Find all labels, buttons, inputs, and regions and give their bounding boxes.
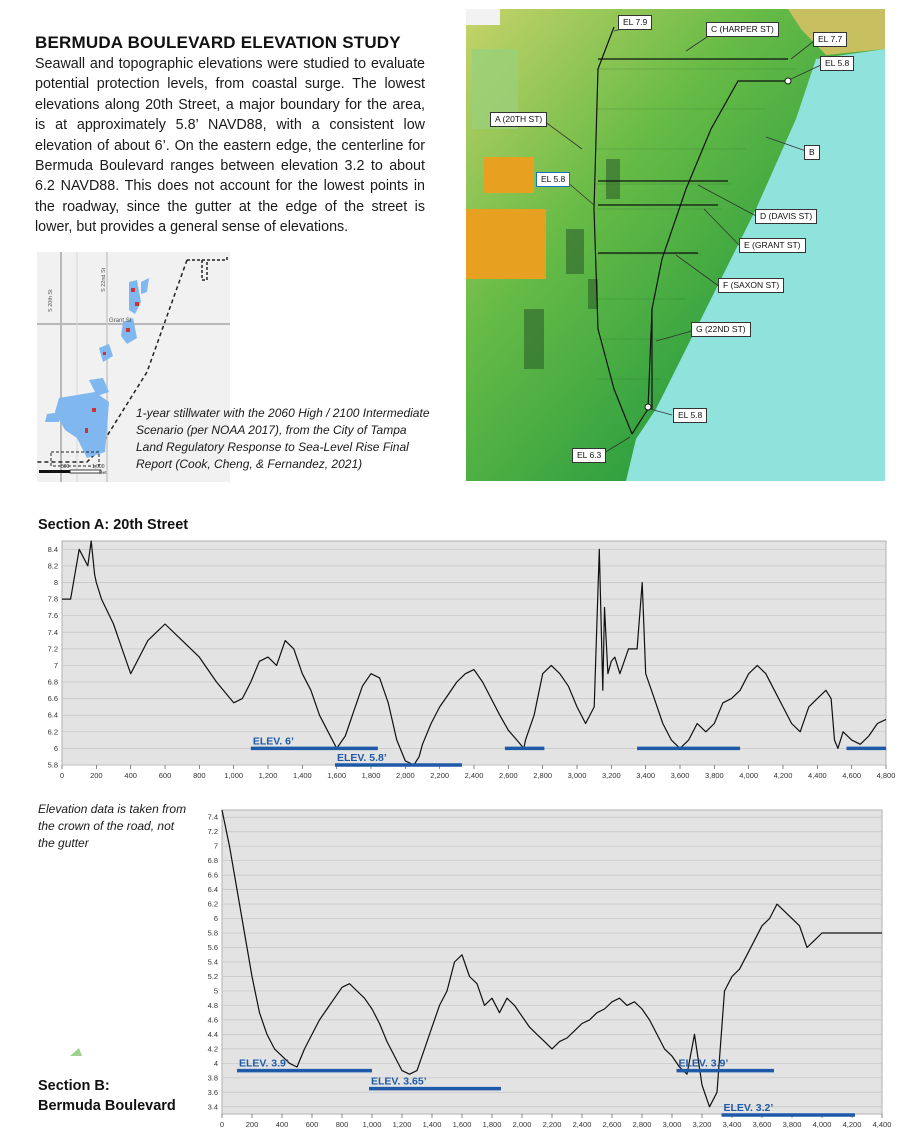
section-b-y-tick-label: 6.8: [207, 856, 218, 866]
section-b-title-line1: Section B:: [38, 1078, 110, 1094]
section-a-plot-area: [62, 541, 886, 765]
study-title: BERMUDA BOULEVARD ELEVATION STUDY: [35, 33, 401, 52]
section-b-x-tick-label: 1,200: [392, 1120, 412, 1129]
section-a-y-tick-label: 6.6: [47, 694, 58, 704]
section-b-x-tick-label: 2,800: [632, 1120, 652, 1129]
section-b-y-tick-label: 4: [213, 1058, 218, 1068]
callout-el-7-9: EL 7.9: [618, 15, 652, 30]
section-a-x-tick-label: 800: [193, 771, 206, 780]
section-b-y-tick-label: 6.4: [207, 885, 218, 895]
section-b-y-tick-label: 4.8: [207, 1000, 218, 1010]
callout-el-7-7: EL 7.7: [813, 32, 847, 47]
section-a-x-tick-label: 2,800: [533, 771, 553, 780]
section-a-low-elevation-label: ELEV. 5.8’: [336, 752, 387, 764]
section-b-x-tick-label: 3,600: [752, 1120, 772, 1129]
inset-scale-1000: 1,000: [92, 464, 105, 470]
section-a-y-tick-label: 6.2: [47, 727, 58, 737]
section-a-y-tick-label: 7.2: [47, 644, 58, 654]
section-b-y-tick-label: 5.8: [207, 928, 218, 938]
section-a-y-tick-label: 7: [53, 660, 58, 670]
section-a-title: Section A: 20th Street: [38, 517, 189, 533]
section-b-y-tick-label: 5.6: [207, 943, 218, 953]
callout-davis-st: D (DAVIS ST): [755, 209, 817, 224]
section-a-x-tick-label: 2,400: [464, 771, 484, 780]
section-a-x-tick-label: 3,400: [636, 771, 656, 780]
section-b-low-elevation-label: ELEV. 3.9’: [678, 1057, 729, 1070]
section-a-y-tick-label: 5.8: [47, 760, 58, 770]
section-a-x-tick-label: 600: [158, 771, 172, 780]
section-b-x-tick-label: 1,800: [482, 1120, 502, 1129]
section-a-y-tick-label: 8.4: [47, 544, 58, 554]
section-b-x-tick-label: 2,400: [572, 1120, 592, 1129]
section-a-x-tick-label: 4,000: [739, 771, 759, 780]
section-b-y-tick-label: 3.6: [207, 1087, 218, 1097]
section-a-y-tick-label: 7.4: [47, 627, 58, 637]
section-b-x-tick-label: 3,000: [662, 1120, 682, 1129]
section-a-low-elevation-label: ELEV. 6’: [252, 735, 294, 748]
section-b-x-tick-label: 1,000: [362, 1120, 382, 1129]
section-b-title-line2: Bermuda Boulevard: [38, 1098, 176, 1114]
section-b-profile-chart: [198, 806, 890, 1134]
inset-scale-500: 500: [61, 464, 70, 470]
section-b-y-tick-label: 6.6: [207, 870, 218, 880]
section-a-x-tick-label: 0: [59, 771, 65, 780]
section-b-x-tick-label: 800: [335, 1120, 349, 1129]
callout-el-5-8-west: EL 5.8: [536, 172, 570, 187]
inset-scale-bar-segment: [70, 470, 101, 473]
section-b-low-elevation-label: ELEV. 3.2’: [723, 1102, 774, 1114]
section-a-x-tick-label: 3,600: [670, 771, 690, 780]
callout-saxon-st: F (SAXON ST): [718, 278, 784, 293]
section-b-x-tick-label: 1,600: [452, 1120, 472, 1129]
section-b-x-tick-label: 400: [275, 1120, 289, 1129]
section-a-x-tick-label: 2,000: [395, 771, 415, 780]
section-b-x-tick-label: 2,200: [542, 1120, 562, 1129]
section-b-y-tick-label: 5: [213, 986, 218, 996]
section-a-y-tick-label: 7.8: [47, 594, 58, 604]
section-b-x-tick-label: 4,200: [842, 1120, 862, 1129]
callout-el-6-3: EL 6.3: [572, 448, 606, 463]
section-b-y-tick-label: 7: [213, 841, 218, 851]
section-b-x-tick-label: 3,800: [782, 1120, 802, 1129]
section-b-y-tick-label: 6.2: [207, 899, 218, 909]
section-b-y-tick-label: 4.2: [207, 1044, 218, 1054]
section-a-x-tick-label: 4,400: [807, 771, 827, 780]
section-b-x-tick-label: 2,000: [512, 1120, 532, 1129]
callout-el-5-8-south: EL 5.8: [673, 408, 707, 423]
section-a-x-tick-label: 3,200: [601, 771, 621, 780]
section-b-y-tick-label: 6: [213, 914, 218, 924]
section-b-low-elevation-label: ELEV. 3.65’: [371, 1075, 427, 1088]
section-a-x-tick-label: 1,400: [292, 771, 312, 780]
elevation-data-note: Elevation data is taken from the crown of the road, not the gutter: [38, 802, 187, 850]
callout-harper-st: C (HARPER ST): [706, 22, 779, 37]
section-b-x-tick-label: 200: [245, 1120, 259, 1129]
section-a-x-tick-label: 4,200: [773, 771, 793, 780]
section-b-x-tick-label: 1,400: [422, 1120, 442, 1129]
section-a-x-tick-label: 400: [124, 771, 137, 780]
section-b-x-tick-label: 3,200: [692, 1120, 712, 1129]
section-a-x-tick-label: 3,800: [704, 771, 724, 780]
section-b-low-elevation-label: ELEV. 3.9’: [239, 1057, 289, 1070]
section-b-x-tick-label: 2,600: [602, 1120, 622, 1129]
section-b-x-tick-label: 0: [219, 1120, 225, 1129]
section-a-y-tick-label: 6: [53, 743, 58, 753]
section-a-x-tick-label: 1,000: [224, 771, 244, 780]
section-a-x-tick-label: 1,800: [361, 771, 381, 780]
section-b-title: [38, 1076, 208, 1116]
section-b-x-tick-label: 600: [305, 1120, 319, 1129]
map-fragment-mark: [70, 1046, 84, 1058]
section-b-y-tick-label: 4.4: [207, 1029, 218, 1039]
aerial-map-callouts: [466, 9, 885, 481]
callout-b: B: [804, 145, 820, 160]
inset-scale-unit: feet: [99, 470, 107, 475]
section-b-x-tick-label: 4,400: [872, 1120, 892, 1129]
section-b-y-tick-label: 4.6: [207, 1015, 218, 1025]
section-a-y-tick-label: 8.2: [47, 561, 58, 571]
inset-label-grant: Grant St: [109, 318, 132, 324]
callout-grant-st: E (GRANT ST): [739, 238, 806, 253]
inset-map-caption: 1-year stillwater with the 2060 High / 2100 Intermediate Scenario (per NOAA 2017), from the City of Tampa Land Regulatory Response to Sea-Level Rise Final Report (Cook, Cheng, & Fernandez, 2021): [136, 406, 430, 471]
section-a-x-tick-label: 4,600: [842, 771, 862, 780]
section-a-y-tick-label: 6.4: [47, 710, 58, 720]
section-a-x-tick-label: 4,800: [876, 771, 896, 780]
section-a-x-tick-label: 1,200: [258, 771, 278, 780]
section-b-y-tick-label: 3.4: [207, 1102, 218, 1112]
section-a-y-tick-label: 6.8: [47, 677, 58, 687]
study-intro-paragraph: Seawall and topographic elevations were studied to evaluate potential protection levels, from coastal surge. The lowest elevations along 20th Street, a major boundary for the area, is at approximately 5.8’ NAVD88, with a consistent low elevation of about 6’. On the eastern edge, the centerline for Bermuda Boulevard ranges between elevation 3.2 to about 6.2 NAVD88. This does not account for the lowest points in the roadway, since the gutter at the edge of the street is lower, but provides a general sense of elevations.: [35, 56, 425, 236]
section-b-y-tick-label: 5.2: [207, 971, 218, 981]
section-a-y-tick-label: 7.6: [47, 611, 58, 621]
section-a-profile-chart: [38, 537, 896, 785]
callout-22nd-st: G (22ND ST): [691, 322, 751, 337]
section-b-y-tick-label: 3.8: [207, 1073, 218, 1083]
section-a-x-tick-label: 200: [90, 771, 103, 780]
section-b-x-tick-label: 3,400: [722, 1120, 742, 1129]
callout-20th-st: A (20TH ST): [490, 112, 547, 127]
section-a-x-tick-label: 1,600: [327, 771, 347, 780]
section-a-x-tick-label: 3,000: [567, 771, 587, 780]
inset-label-20th: S 20th St: [48, 289, 54, 312]
section-a-x-tick-label: 2,600: [498, 771, 518, 780]
inset-label-22nd: S 22nd St: [101, 267, 107, 292]
section-b-x-tick-label: 4,000: [812, 1120, 832, 1129]
section-b-y-tick-label: 7.2: [207, 827, 218, 837]
section-b-y-tick-label: 7.4: [207, 812, 218, 822]
section-a-y-tick-label: 8: [53, 577, 58, 587]
section-b-y-tick-label: 5.4: [207, 957, 218, 967]
callout-el-5-8-north: EL 5.8: [820, 56, 854, 71]
section-a-x-tick-label: 2,200: [430, 771, 450, 780]
